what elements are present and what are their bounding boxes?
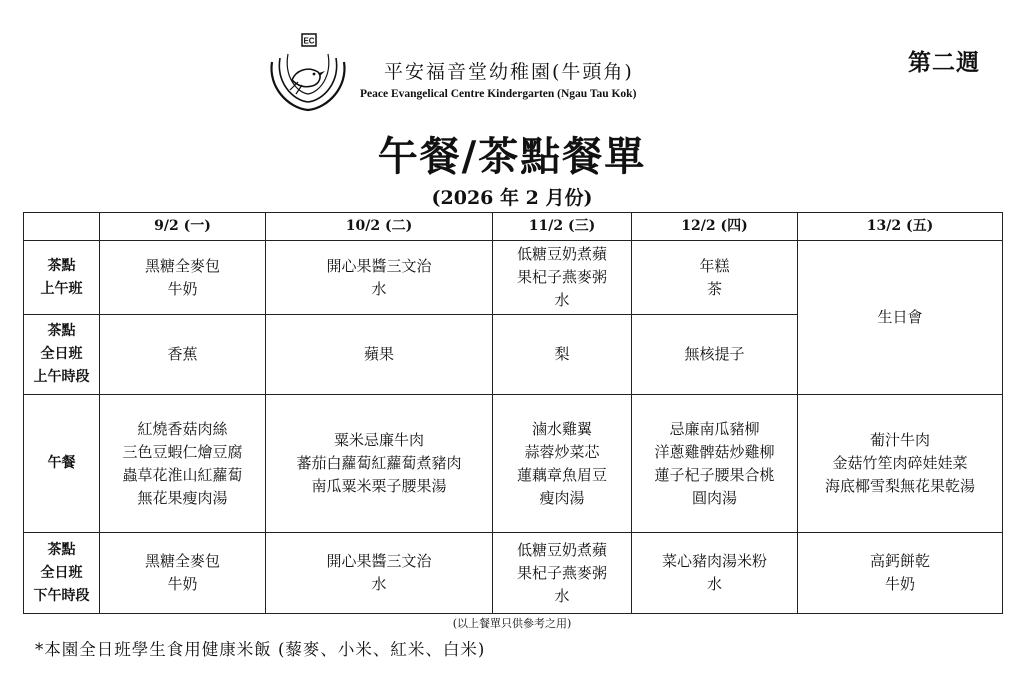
- fullday-pm-snack-row: [24, 533, 1003, 614]
- menu-cell: 梨: [493, 315, 632, 395]
- row-label-fullday-am-snack: 茶點 全日班 上午時段: [24, 315, 100, 395]
- week-label: 第二週: [908, 49, 980, 76]
- am-snack-row: [24, 241, 1003, 315]
- row-label-lunch: 午餐: [24, 395, 100, 533]
- day-header: 13/2 (五): [798, 213, 1003, 241]
- menu-cell: 滷水雞翼 蒜蓉炒菜芯 蓮藕章魚眉豆 瘦肉湯: [493, 395, 632, 533]
- menu-cell: 紅燒香菇肉絲 三色豆蝦仁燴豆腐 蟲草花淮山紅蘿蔔 無花果瘦肉湯: [100, 395, 266, 533]
- day-header: 10/2 (二): [266, 213, 493, 241]
- menu-cell: 菜心豬肉湯米粉 水: [632, 533, 798, 614]
- day-header: 9/2 (一): [100, 213, 266, 241]
- menu-cell: 忌廉南瓜豬柳 洋蔥雞髀菇炒雞柳 蓮子杞子腰果合桃 圓肉湯: [632, 395, 798, 533]
- row-label-am-snack: 茶點 上午班: [24, 241, 100, 315]
- school-name-english: Peace Evangelical Centre Kindergarten (Ngau Tau Kok): [360, 88, 637, 100]
- menu-cell: 蘋果: [266, 315, 493, 395]
- school-logo: [262, 32, 354, 114]
- row-label-fullday-pm-snack: 茶點 全日班 下午時段: [24, 533, 100, 614]
- menu-cell: 香蕉: [100, 315, 266, 395]
- school-name-chinese: 平安福音堂幼稚園(牛頭角): [384, 61, 634, 83]
- page-title: 午餐/茶點餐單: [377, 133, 647, 180]
- menu-cell: 開心果醬三文治 水: [266, 533, 493, 614]
- day-header: 11/2 (三): [493, 213, 632, 241]
- corner-cell: [24, 213, 100, 241]
- menu-cell: 低糖豆奶煮蘋 果杞子燕麥粥 水: [493, 533, 632, 614]
- menu-cell: 高鈣餅乾 牛奶: [798, 533, 1003, 614]
- menu-cell: 粟米忌廉牛肉 蕃茄白蘿蔔紅蘿蔔煮豬肉 南瓜粟米栗子腰果湯: [266, 395, 493, 533]
- menu-cell: 黑糖全麥包 牛奶: [100, 533, 266, 614]
- menu-cell: 低糖豆奶煮蘋 果杞子燕麥粥 水: [493, 241, 632, 315]
- menu-cell: 無核提子: [632, 315, 798, 395]
- reference-note: (以上餐單只供參考之用): [452, 617, 572, 630]
- page-subtitle: (2026 年 2 月份): [431, 187, 593, 209]
- menu-cell: 開心果醬三文治 水: [266, 241, 493, 315]
- lunch-row: [24, 395, 1003, 533]
- menu-cell: 年糕 茶: [632, 241, 798, 315]
- logo-text: EC: [303, 36, 315, 46]
- menu-cell: 葡汁牛肉 金菇竹笙肉碎娃娃菜 海底椰雪梨無花果乾湯: [798, 395, 1003, 533]
- birthday-party-cell: 生日會: [798, 241, 1003, 395]
- menu-table: [23, 212, 1003, 614]
- header-row: [24, 213, 1003, 241]
- day-header: 12/2 (四): [632, 213, 798, 241]
- footer-note: *本園全日班學生食用健康米飯 (藜麥、小米、紅米、白米): [35, 640, 486, 659]
- menu-cell: 黑糖全麥包 牛奶: [100, 241, 266, 315]
